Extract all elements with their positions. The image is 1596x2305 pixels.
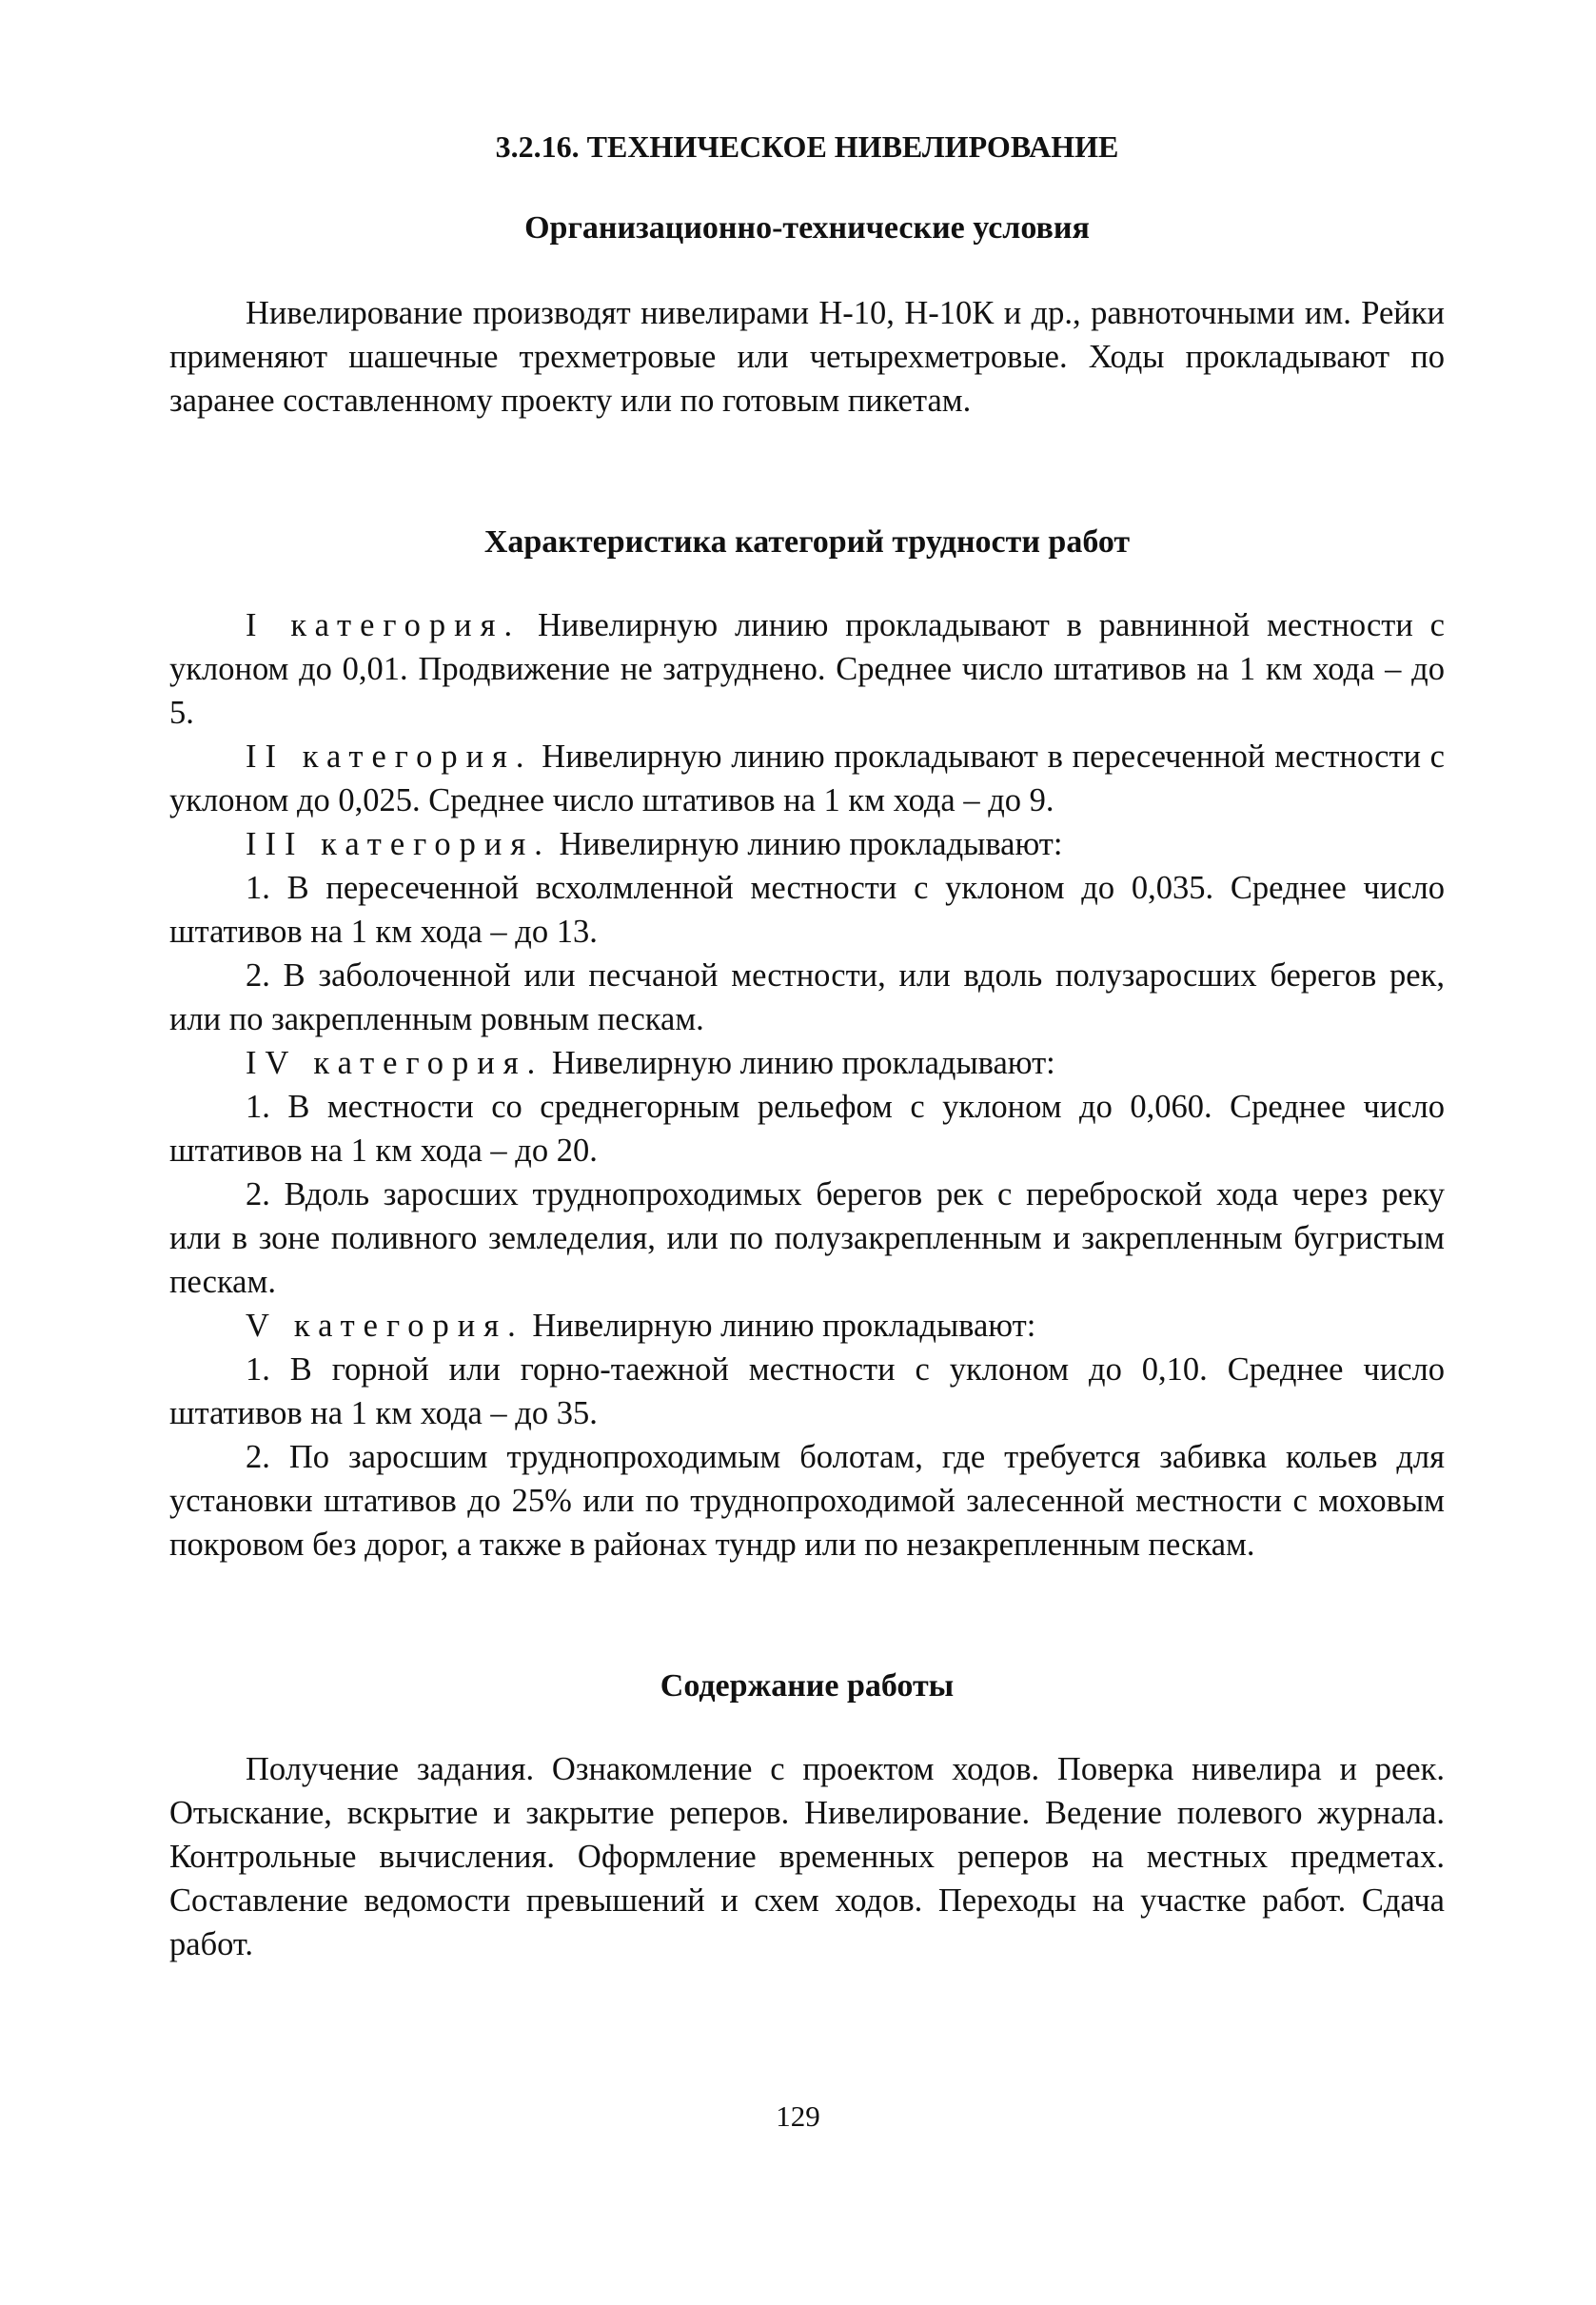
category-5-item-1: 1. В горной или горно-таежной местности с уклоном до 0,10. Среднее число штативов на 1 км хода – до 35.: [169, 1351, 1445, 1431]
category-1-label: I категория.: [246, 607, 522, 643]
category-3-paragraph: [169, 822, 1445, 866]
content-heading: Содержание работы: [660, 1668, 955, 1704]
category-2-label: II категория.: [246, 739, 533, 775]
category-1-text: Нивелирную линию прокладывают в равнинной местности с уклоном до 0,01. Продвижение не затруднено. Среднее число штативов на 1 км хода – до 5.: [169, 607, 1445, 731]
page-number: 129: [776, 2099, 820, 2133]
category-4-text: Нивелирную линию прокладывают:: [543, 1045, 1055, 1081]
category-4-label: IV категория.: [246, 1045, 544, 1081]
category-3-text: Нивелирную линию прокладывают:: [550, 826, 1063, 862]
category-3-label: III категория.: [246, 826, 551, 862]
category-2-paragraph: [169, 735, 1445, 822]
category-5-item-2: 2. По заросшим труднопроходимым болотам, где требуется забивка кольев для установки штативов до 25% или по труднопроходимой залесенной местности с моховым покровом без дорог, а также в районах тундр или по незакрепленным пескам.: [169, 1439, 1445, 1563]
content-paragraph: Получение задания. Ознакомление с проектом ходов. Поверка нивелира и реек. Отыскание, вскрытие и закрытие реперов. Нивелирование. Ведение полевого журнала. Контрольные вычисления. Оформление временных реперов на местных предметах. Составление ведомости превышений и схем ходов. Переходы на участке работ. Сдача работ.: [169, 1751, 1445, 1962]
category-1-paragraph: [169, 603, 1445, 735]
category-4-item-1: 1. В местности со среднегорным рельефом с уклоном до 0,060. Среднее число штативов на 1 км хода – до 20.: [169, 1089, 1445, 1169]
conditions-heading: Организационно-технические условия: [524, 210, 1090, 246]
category-2-text: Нивелирную линию прокладывают в пересеченной местности с уклоном до 0,025. Среднее число штативов на 1 км хода – до 9.: [169, 739, 1445, 818]
category-5-label: V категория.: [246, 1308, 524, 1344]
category-4-paragraph: [169, 1041, 1445, 1085]
category-3-item-1: 1. В пересеченной всхолмленной местности с уклоном до 0,035. Среднее число штативов на 1 км хода – до 13.: [169, 870, 1445, 950]
categories-heading: Характеристика категорий трудности работ: [483, 524, 1131, 560]
category-5-text: Нивелирную линию прокладывают:: [523, 1308, 1036, 1344]
category-4-item-2: 2. Вдоль заросших труднопроходимых берегов рек с переброской хода через реку или в зоне поливного земледелия, или по полузакрепленным и закрепленным бугристым пескам.: [169, 1176, 1445, 1300]
document-page: [169, 126, 1445, 1966]
category-3-item-2: 2. В заболоченной или песчаной местности, или вдоль полузаросших берегов рек, или по закрепленным ровным пескам.: [169, 957, 1445, 1037]
conditions-paragraph: Нивелирование производят нивелирами Н-10, Н-10К и др., равноточными им. Рейки применяют шашечные трехметровые или четырехметровые. Ходы прокладывают по заранее составленному проекту или по готовым пикетам.: [169, 295, 1445, 419]
section-title: 3.2.16. ТЕХНИЧЕСКОЕ НИВЕЛИРОВАНИЕ: [495, 129, 1119, 164]
category-5-paragraph: [169, 1304, 1445, 1348]
